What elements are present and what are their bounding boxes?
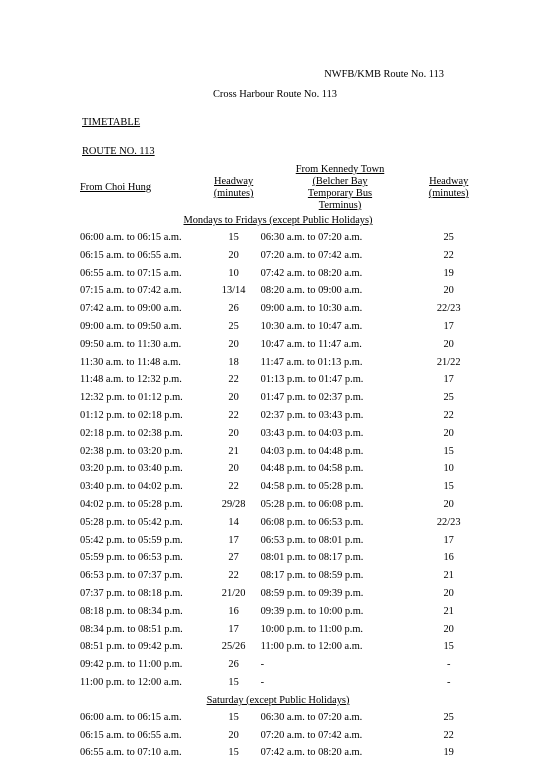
kennedy-town-headway: 21 [443, 570, 454, 582]
choi-hung-period: 11:00 p.m. to 12:00 a.m. [80, 676, 182, 688]
section-header [80, 212, 476, 229]
kennedy-town-period: 08:01 p.m. to 08:17 p.m. [260, 552, 364, 564]
choi-hung-period: 05:59 p.m. to 06:53 p.m. [80, 552, 183, 564]
choi-hung-period: 06:53 p.m. to 07:37 p.m. [80, 570, 183, 582]
kennedy-town-period: 08:59 p.m. to 09:39 p.m. [260, 587, 364, 599]
kennedy-town-headway: 17 [443, 320, 454, 332]
kennedy-town-period: 01:13 p.m. to 01:47 p.m. [260, 374, 364, 386]
kennedy-town-headway: 15 [443, 641, 454, 653]
kennedy-town-headway: 20 [443, 427, 454, 439]
choi-hung-headway: 26 [228, 303, 239, 315]
choi-hung-period: 07:42 a.m. to 09:00 a.m. [80, 303, 182, 315]
kennedy-town-period: 05:28 p.m. to 06:08 p.m. [260, 498, 364, 510]
col-headway-2: Headway (minutes) [428, 176, 469, 199]
table-row [80, 389, 476, 407]
table-row [80, 229, 476, 247]
kennedy-town-period: 07:42 a.m. to 08:20 a.m. [260, 747, 363, 759]
choi-hung-period: 11:30 a.m. to 11:48 a.m. [80, 356, 181, 368]
kennedy-town-headway: 15 [443, 481, 454, 493]
kennedy-town-headway: - [446, 659, 451, 671]
choi-hung-period: 08:51 p.m. to 09:42 p.m. [80, 641, 183, 653]
kennedy-town-headway: 25 [443, 232, 454, 243]
table-row [80, 549, 476, 567]
kennedy-town-period: 06:53 p.m. to 08:01 p.m. [260, 534, 364, 546]
choi-hung-period: 09:00 a.m. to 09:50 a.m. [80, 320, 182, 332]
choi-hung-headway: 25 [228, 320, 239, 332]
table-row [80, 727, 476, 745]
timetable-header-row [80, 164, 476, 212]
route-reference: NWFB/KMB Route No. 113 [324, 69, 444, 80]
table-row [80, 638, 476, 656]
table-row [80, 567, 476, 585]
choi-hung-headway: 20 [228, 427, 239, 439]
choi-hung-headway: 22 [228, 374, 239, 386]
choi-hung-headway: 20 [228, 729, 239, 741]
choi-hung-period: 06:00 a.m. to 06:15 a.m. [80, 232, 182, 243]
kennedy-town-period: 01:47 p.m. to 02:37 p.m. [260, 392, 364, 404]
choi-hung-period: 09:42 p.m. to 11:00 p.m. [80, 659, 183, 671]
kennedy-town-headway: 25 [443, 392, 454, 404]
kennedy-town-period: 09:00 a.m. to 10:30 a.m. [260, 303, 363, 315]
kennedy-town-headway: 22 [443, 409, 454, 421]
kennedy-town-headway: 22 [443, 729, 454, 741]
choi-hung-headway: 20 [228, 392, 239, 404]
table-row [80, 300, 476, 318]
kennedy-town-period: - [260, 676, 265, 688]
kennedy-town-headway: 16 [443, 552, 454, 564]
kennedy-town-headway: 20 [443, 623, 454, 635]
table-row [80, 514, 476, 532]
choi-hung-period: 01:12 p.m. to 02:18 p.m. [80, 409, 183, 421]
table-row [80, 282, 476, 300]
choi-hung-headway: 17 [228, 623, 239, 635]
kennedy-town-headway: 17 [443, 534, 454, 546]
kennedy-town-headway: 20 [443, 498, 454, 510]
kennedy-town-period: 04:58 p.m. to 05:28 p.m. [260, 481, 364, 493]
choi-hung-headway: 18 [228, 356, 239, 368]
col-from-kennedy-town: From Kennedy Town (Belcher Bay Temporary Bus Terminus) [295, 164, 385, 211]
kennedy-town-headway: 22/23 [436, 516, 461, 528]
table-row [80, 603, 476, 621]
choi-hung-period: 11:48 a.m. to 12:32 p.m. [80, 374, 182, 386]
kennedy-town-headway: 20 [443, 285, 454, 297]
kennedy-town-headway: 19 [443, 267, 454, 279]
choi-hung-headway: 29/28 [221, 498, 246, 510]
kennedy-town-headway: 20 [443, 587, 454, 599]
choi-hung-period: 05:28 p.m. to 05:42 p.m. [80, 516, 183, 528]
choi-hung-headway: 22 [228, 481, 239, 493]
kennedy-town-period: - [260, 659, 265, 671]
choi-hung-period: 06:00 a.m. to 06:15 a.m. [80, 711, 182, 723]
kennedy-town-headway: 22/23 [436, 303, 461, 315]
choi-hung-headway: 20 [228, 338, 239, 350]
kennedy-town-period: 10:47 a.m. to 11:47 a.m. [260, 338, 362, 350]
document-subtitle: Cross Harbour Route No. 113 [212, 89, 337, 100]
choi-hung-headway: 15 [228, 747, 239, 759]
table-row [80, 585, 476, 603]
kennedy-town-period: 06:30 a.m. to 07:20 a.m. [260, 232, 363, 243]
table-row [80, 496, 476, 514]
section-header [80, 692, 476, 709]
kennedy-town-period: 08:17 p.m. to 08:59 p.m. [260, 570, 364, 582]
choi-hung-headway: 15 [228, 711, 239, 723]
kennedy-town-period: 06:08 p.m. to 06:53 p.m. [260, 516, 364, 528]
choi-hung-headway: 14 [228, 516, 239, 528]
choi-hung-headway: 17 [228, 534, 239, 546]
table-row [80, 247, 476, 265]
choi-hung-headway: 16 [228, 605, 239, 617]
table-row [80, 532, 476, 550]
table-row [80, 265, 476, 283]
kennedy-town-period: 02:37 p.m. to 03:43 p.m. [260, 409, 364, 421]
choi-hung-period: 03:40 p.m. to 04:02 p.m. [80, 481, 183, 493]
kennedy-town-period: 09:39 p.m. to 10:00 p.m. [260, 605, 364, 617]
choi-hung-period: 06:15 a.m. to 06:55 a.m. [80, 249, 182, 261]
table-row [80, 656, 476, 674]
choi-hung-period: 02:38 p.m. to 03:20 p.m. [80, 445, 183, 457]
kennedy-town-headway: 25 [443, 711, 454, 723]
choi-hung-period: 07:37 p.m. to 08:18 p.m. [80, 587, 183, 599]
timetable [80, 164, 476, 762]
choi-hung-period: 06:55 a.m. to 07:10 a.m. [80, 747, 182, 759]
document-title: TIMETABLE [82, 117, 141, 128]
table-row [80, 744, 476, 762]
timetable-body [80, 212, 476, 762]
choi-hung-period: 08:34 p.m. to 08:51 p.m. [80, 623, 183, 635]
choi-hung-period: 04:02 p.m. to 05:28 p.m. [80, 498, 183, 510]
kennedy-town-period: 04:03 p.m. to 04:48 p.m. [260, 445, 364, 457]
kennedy-town-period: 03:43 p.m. to 04:03 p.m. [260, 427, 364, 439]
kennedy-town-headway: 20 [443, 338, 454, 350]
table-row [80, 674, 476, 692]
table-row [80, 621, 476, 639]
kennedy-town-headway: 21/22 [436, 356, 461, 368]
table-row [80, 443, 476, 461]
kennedy-town-period: 08:20 a.m. to 09:00 a.m. [260, 285, 363, 297]
kennedy-town-period: 07:20 a.m. to 07:42 a.m. [260, 249, 363, 261]
choi-hung-period: 12:32 p.m. to 01:12 p.m. [80, 392, 183, 404]
choi-hung-headway: 21 [228, 445, 239, 457]
choi-hung-headway: 25/26 [221, 641, 246, 653]
kennedy-town-headway: 10 [443, 463, 454, 475]
table-row [80, 354, 476, 372]
route-label: ROUTE NO. 113 [82, 146, 155, 157]
table-row [80, 460, 476, 478]
choi-hung-headway: 15 [228, 232, 239, 243]
kennedy-town-period: 04:48 p.m. to 04:58 p.m. [260, 463, 364, 475]
choi-hung-period: 02:18 p.m. to 02:38 p.m. [80, 427, 183, 439]
table-row [80, 478, 476, 496]
choi-hung-headway: 22 [228, 570, 239, 582]
choi-hung-period: 06:15 a.m. to 06:55 a.m. [80, 729, 182, 741]
kennedy-town-headway: 21 [443, 605, 454, 617]
table-row [80, 407, 476, 425]
table-row [80, 318, 476, 336]
kennedy-town-headway: 22 [443, 249, 454, 261]
kennedy-town-headway: 17 [443, 374, 454, 386]
kennedy-town-period: 07:20 a.m. to 07:42 a.m. [260, 729, 363, 741]
kennedy-town-period: 10:30 a.m. to 10:47 a.m. [260, 320, 363, 332]
choi-hung-headway: 26 [228, 659, 239, 671]
kennedy-town-headway: - [446, 676, 451, 688]
choi-hung-headway: 13/14 [221, 285, 246, 297]
choi-hung-period: 06:55 a.m. to 07:15 a.m. [80, 267, 182, 279]
choi-hung-period: 05:42 p.m. to 05:59 p.m. [80, 534, 183, 546]
choi-hung-headway: 20 [228, 249, 239, 261]
choi-hung-headway: 22 [228, 409, 239, 421]
section-title: Mondays to Fridays (except Public Holidays) [183, 215, 373, 226]
table-row [80, 425, 476, 443]
table-row [80, 336, 476, 354]
section-title: Saturday (except Public Holidays) [206, 694, 350, 706]
kennedy-town-period: 11:47 a.m. to 01:13 p.m. [260, 356, 363, 368]
table-row [80, 371, 476, 389]
choi-hung-period: 03:20 p.m. to 03:40 p.m. [80, 463, 183, 475]
kennedy-town-period: 10:00 p.m. to 11:00 p.m. [260, 623, 364, 635]
kennedy-town-period: 06:30 a.m. to 07:20 a.m. [260, 711, 363, 723]
col-headway-1: Headway (minutes) [213, 176, 254, 199]
choi-hung-headway: 10 [228, 267, 239, 279]
choi-hung-period: 08:18 p.m. to 08:34 p.m. [80, 605, 183, 617]
choi-hung-headway: 27 [228, 552, 239, 564]
choi-hung-period: 09:50 a.m. to 11:30 a.m. [80, 338, 182, 350]
choi-hung-headway: 21/20 [221, 587, 246, 599]
choi-hung-period: 07:15 a.m. to 07:42 a.m. [80, 285, 182, 297]
choi-hung-headway: 15 [228, 676, 239, 688]
kennedy-town-headway: 19 [443, 747, 454, 759]
choi-hung-headway: 20 [228, 463, 239, 475]
kennedy-town-period: 11:00 p.m. to 12:00 a.m. [260, 641, 363, 653]
kennedy-town-headway: 15 [443, 445, 454, 457]
table-row [80, 709, 476, 727]
kennedy-town-period: 07:42 a.m. to 08:20 a.m. [260, 267, 363, 279]
col-from-choi-hung: From Choi Hung [80, 182, 152, 193]
